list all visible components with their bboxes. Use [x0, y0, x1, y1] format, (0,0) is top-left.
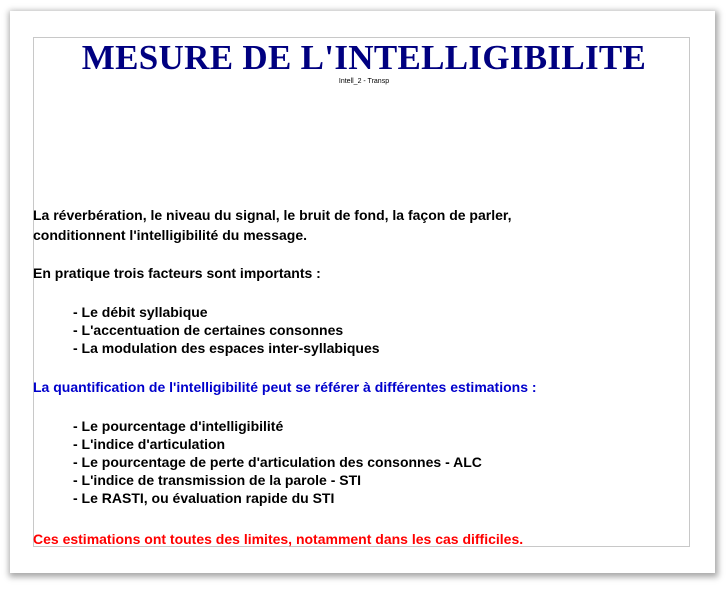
estimations-list — [73, 417, 482, 507]
estimations-heading: La quantification de l'intelligibilité peut se référer à différentes estimations : — [33, 379, 537, 395]
intro-line-2: conditionnent l'intelligibilité du message. — [33, 227, 308, 243]
list-item: - Le débit syllabique — [73, 304, 208, 320]
list-item: - L'indice de transmission de la parole - STI — [73, 472, 362, 488]
list-item: - Le pourcentage de perte d'articulation des consonnes - ALC — [73, 454, 482, 470]
factors-list — [73, 303, 380, 357]
list-item: - Le RASTI, ou évaluation rapide du STI — [73, 490, 335, 506]
intro-line-1: La réverbération, le niveau du signal, le bruit de fond, la façon de parler, — [33, 207, 512, 223]
document-title: MESURE DE L'INTELLIGIBILITE — [81, 38, 647, 77]
list-item: - La modulation des espaces inter-syllabiques — [73, 340, 380, 356]
conclusion: Ces estimations ont toutes des limites, notamment dans les cas difficiles. — [33, 531, 524, 547]
list-item: - L'accentuation de certaines consonnes — [73, 322, 344, 338]
factors-heading: En pratique trois facteurs sont importants : — [33, 265, 321, 281]
document-subtitle: Intell_2 - Transp — [338, 78, 390, 85]
list-item: - L'indice d'articulation — [73, 436, 226, 452]
list-item: - Le pourcentage d'intelligibilité — [73, 418, 284, 434]
